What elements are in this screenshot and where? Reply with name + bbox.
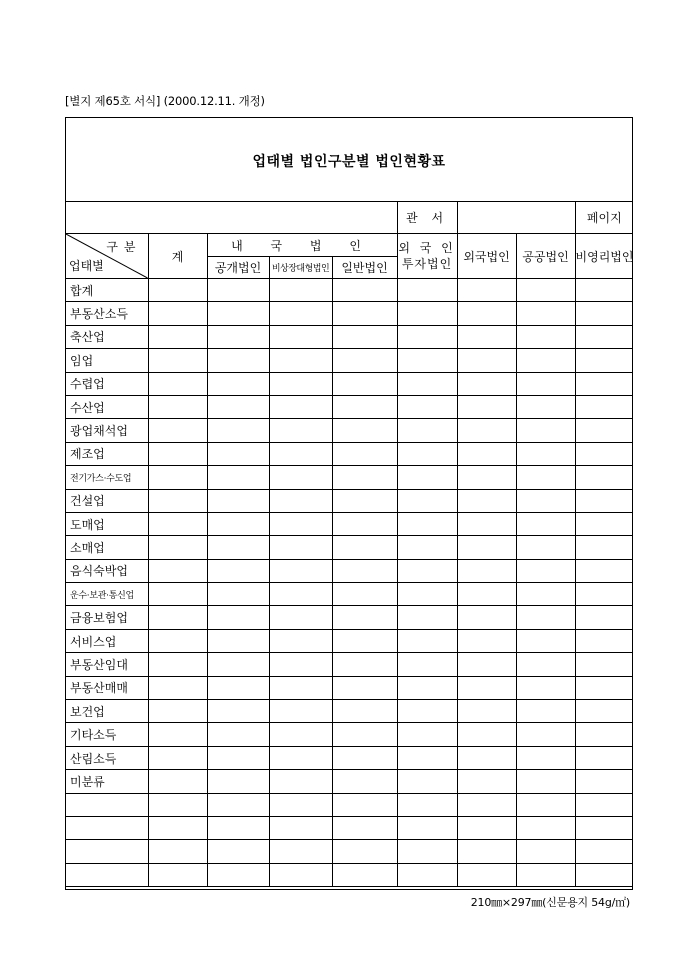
value-cell[interactable] xyxy=(397,816,457,839)
value-cell[interactable] xyxy=(332,419,397,442)
value-cell[interactable] xyxy=(207,325,269,348)
industry-label xyxy=(66,863,148,886)
industry-label: 보건업 xyxy=(66,700,148,723)
value-cell[interactable] xyxy=(207,746,269,769)
value-cell[interactable] xyxy=(516,840,575,863)
value-cell[interactable] xyxy=(269,489,332,512)
value-cell[interactable] xyxy=(207,372,269,395)
data-body xyxy=(66,279,633,887)
value-cell[interactable] xyxy=(332,770,397,793)
value-cell[interactable] xyxy=(332,559,397,582)
value-cell[interactable] xyxy=(207,606,269,629)
value-cell[interactable] xyxy=(575,816,633,839)
value-cell[interactable] xyxy=(397,395,457,418)
value-cell[interactable] xyxy=(457,442,516,465)
value-cell[interactable] xyxy=(516,372,575,395)
value-cell[interactable] xyxy=(575,746,633,769)
value-cell[interactable] xyxy=(148,700,207,723)
value-cell[interactable] xyxy=(575,863,633,886)
value-cell[interactable] xyxy=(148,746,207,769)
value-cell[interactable] xyxy=(148,653,207,676)
nonprofit-header: 비영리법인 xyxy=(575,234,633,279)
value-cell[interactable] xyxy=(332,653,397,676)
value-cell[interactable] xyxy=(269,419,332,442)
value-cell[interactable] xyxy=(207,466,269,489)
value-cell[interactable] xyxy=(148,302,207,325)
value-cell[interactable] xyxy=(148,419,207,442)
value-cell[interactable] xyxy=(457,395,516,418)
value-cell[interactable] xyxy=(332,863,397,886)
value-cell[interactable] xyxy=(269,700,332,723)
value-cell[interactable] xyxy=(332,372,397,395)
industry-label: 소매업 xyxy=(66,536,148,559)
industry-label: 축산업 xyxy=(66,325,148,348)
value-cell[interactable] xyxy=(457,372,516,395)
table-row xyxy=(66,700,633,723)
value-cell[interactable] xyxy=(332,442,397,465)
diagonal-header-cell xyxy=(66,234,148,279)
industry-label: 전기가스·수도업 xyxy=(66,466,148,489)
statistics-table xyxy=(66,201,633,887)
value-cell[interactable] xyxy=(207,793,269,816)
value-cell[interactable] xyxy=(575,489,633,512)
value-cell[interactable] xyxy=(516,746,575,769)
value-cell[interactable] xyxy=(332,325,397,348)
value-cell[interactable] xyxy=(397,372,457,395)
industry-label: 부동산소득 xyxy=(66,302,148,325)
table-row xyxy=(66,770,633,793)
value-cell[interactable] xyxy=(148,349,207,372)
value-cell[interactable] xyxy=(269,746,332,769)
industry-label: 임업 xyxy=(66,349,148,372)
value-cell[interactable] xyxy=(332,489,397,512)
value-cell[interactable] xyxy=(269,863,332,886)
value-cell[interactable] xyxy=(332,395,397,418)
value-cell[interactable] xyxy=(269,279,332,302)
value-cell[interactable] xyxy=(269,302,332,325)
industry-label: 합계 xyxy=(66,279,148,302)
value-cell[interactable] xyxy=(207,676,269,699)
industry-label: 금융보험업 xyxy=(66,606,148,629)
industry-label: 건설업 xyxy=(66,489,148,512)
value-cell[interactable] xyxy=(207,840,269,863)
industry-label: 부동산매매 xyxy=(66,676,148,699)
table-row xyxy=(66,840,633,863)
value-cell[interactable] xyxy=(332,279,397,302)
industry-label: 제조업 xyxy=(66,442,148,465)
value-cell[interactable] xyxy=(397,863,457,886)
value-cell[interactable] xyxy=(397,723,457,746)
domestic-header: 내 국 법 인 xyxy=(207,234,397,257)
value-cell[interactable] xyxy=(332,816,397,839)
value-cell[interactable] xyxy=(397,840,457,863)
table-row xyxy=(66,302,633,325)
value-cell[interactable] xyxy=(269,676,332,699)
non-listed-header: 비상장대형법인 xyxy=(269,257,332,279)
foreign-corp-header: 외국법인 xyxy=(457,234,516,279)
general-corp-header: 일반법인 xyxy=(332,257,397,279)
value-cell[interactable] xyxy=(332,840,397,863)
value-cell[interactable] xyxy=(397,536,457,559)
value-cell[interactable] xyxy=(516,489,575,512)
public-corp-header: 공개법인 xyxy=(207,257,269,279)
value-cell[interactable] xyxy=(457,606,516,629)
value-cell[interactable] xyxy=(457,559,516,582)
value-cell[interactable] xyxy=(269,536,332,559)
value-cell[interactable] xyxy=(148,442,207,465)
industry-label: 광업채석업 xyxy=(66,419,148,442)
value-cell[interactable] xyxy=(207,700,269,723)
value-cell[interactable] xyxy=(516,512,575,535)
value-cell[interactable] xyxy=(457,816,516,839)
value-cell[interactable] xyxy=(397,302,457,325)
value-cell[interactable] xyxy=(207,653,269,676)
value-cell[interactable] xyxy=(332,512,397,535)
form-title: 업태별 법인구분별 법인현황표 xyxy=(252,153,446,170)
value-cell[interactable] xyxy=(332,466,397,489)
value-cell[interactable] xyxy=(516,583,575,606)
value-cell[interactable] xyxy=(397,279,457,302)
value-cell[interactable] xyxy=(332,700,397,723)
value-cell[interactable] xyxy=(269,770,332,793)
value-cell[interactable] xyxy=(575,419,633,442)
value-cell[interactable] xyxy=(332,629,397,652)
page-label: 페이지 xyxy=(575,202,633,234)
value-cell[interactable] xyxy=(207,559,269,582)
value-cell[interactable] xyxy=(457,325,516,348)
table-row xyxy=(66,279,633,302)
form-sheet xyxy=(65,117,633,890)
value-cell[interactable] xyxy=(397,325,457,348)
value-cell[interactable] xyxy=(516,816,575,839)
industry-label: 운수·보관·통신업 xyxy=(66,583,148,606)
value-cell[interactable] xyxy=(148,629,207,652)
table-row xyxy=(66,325,633,348)
value-cell[interactable] xyxy=(269,840,332,863)
value-cell[interactable] xyxy=(457,349,516,372)
value-cell[interactable] xyxy=(575,559,633,582)
value-cell[interactable] xyxy=(457,583,516,606)
value-cell[interactable] xyxy=(148,840,207,863)
value-cell[interactable] xyxy=(575,653,633,676)
table-row xyxy=(66,653,633,676)
title-area xyxy=(66,118,632,202)
value-cell[interactable] xyxy=(332,746,397,769)
office-value-field[interactable] xyxy=(457,202,575,234)
value-cell[interactable] xyxy=(207,629,269,652)
value-cell[interactable] xyxy=(207,442,269,465)
value-cell[interactable] xyxy=(575,536,633,559)
industry-label: 음식숙박업 xyxy=(66,559,148,582)
value-cell[interactable] xyxy=(207,816,269,839)
table-row xyxy=(66,536,633,559)
value-cell[interactable] xyxy=(397,349,457,372)
value-cell[interactable] xyxy=(516,466,575,489)
industry-label: 수렵업 xyxy=(66,372,148,395)
value-cell[interactable] xyxy=(397,583,457,606)
value-cell[interactable] xyxy=(332,606,397,629)
value-cell[interactable] xyxy=(397,770,457,793)
value-cell[interactable] xyxy=(457,279,516,302)
paper-spec-note: 210㎜×297㎜(신문용지 54g/㎡) xyxy=(470,896,630,909)
value-cell[interactable] xyxy=(575,770,633,793)
value-cell[interactable] xyxy=(148,863,207,886)
value-cell[interactable] xyxy=(457,629,516,652)
value-cell[interactable] xyxy=(207,489,269,512)
value-cell[interactable] xyxy=(207,279,269,302)
value-cell[interactable] xyxy=(148,279,207,302)
value-cell[interactable] xyxy=(457,770,516,793)
value-cell[interactable] xyxy=(269,793,332,816)
value-cell[interactable] xyxy=(269,442,332,465)
value-cell[interactable] xyxy=(269,325,332,348)
value-cell[interactable] xyxy=(516,793,575,816)
value-cell[interactable] xyxy=(457,676,516,699)
value-cell[interactable] xyxy=(148,676,207,699)
diagonal-bottom-label: 업태별 xyxy=(69,259,104,273)
value-cell[interactable] xyxy=(516,723,575,746)
value-cell[interactable] xyxy=(575,395,633,418)
value-cell[interactable] xyxy=(269,583,332,606)
value-cell[interactable] xyxy=(207,419,269,442)
value-cell[interactable] xyxy=(269,606,332,629)
value-cell[interactable] xyxy=(457,840,516,863)
industry-label: 도매업 xyxy=(66,512,148,535)
table-row xyxy=(66,349,633,372)
foreign-invest-header xyxy=(397,234,457,279)
table-row xyxy=(66,746,633,769)
value-cell[interactable] xyxy=(148,325,207,348)
value-cell[interactable] xyxy=(397,419,457,442)
value-cell[interactable] xyxy=(148,395,207,418)
table-row xyxy=(66,629,633,652)
value-cell[interactable] xyxy=(516,419,575,442)
value-cell[interactable] xyxy=(332,583,397,606)
value-cell[interactable] xyxy=(457,419,516,442)
value-cell[interactable] xyxy=(457,302,516,325)
value-cell[interactable] xyxy=(457,746,516,769)
value-cell[interactable] xyxy=(457,723,516,746)
value-cell[interactable] xyxy=(575,349,633,372)
value-cell[interactable] xyxy=(332,676,397,699)
value-cell[interactable] xyxy=(575,372,633,395)
industry-label xyxy=(66,816,148,839)
value-cell[interactable] xyxy=(207,723,269,746)
value-cell[interactable] xyxy=(269,466,332,489)
value-cell[interactable] xyxy=(516,629,575,652)
blank-header-cell xyxy=(66,202,397,234)
value-cell[interactable] xyxy=(575,302,633,325)
header-row-1 xyxy=(66,234,633,257)
foreign-invest-line-2: 투자법인 xyxy=(401,257,453,271)
value-cell[interactable] xyxy=(575,325,633,348)
value-cell[interactable] xyxy=(332,536,397,559)
value-cell[interactable] xyxy=(516,606,575,629)
industry-label: 미분류 xyxy=(66,770,148,793)
table-row xyxy=(66,606,633,629)
value-cell[interactable] xyxy=(516,325,575,348)
value-cell[interactable] xyxy=(397,676,457,699)
industry-label: 서비스업 xyxy=(66,629,148,652)
value-cell[interactable] xyxy=(207,302,269,325)
value-cell[interactable] xyxy=(332,302,397,325)
value-cell[interactable] xyxy=(269,653,332,676)
value-cell[interactable] xyxy=(457,653,516,676)
value-cell[interactable] xyxy=(148,512,207,535)
value-cell[interactable] xyxy=(397,653,457,676)
value-cell[interactable] xyxy=(397,700,457,723)
table-row xyxy=(66,512,633,535)
value-cell[interactable] xyxy=(269,559,332,582)
value-cell[interactable] xyxy=(397,559,457,582)
table-row xyxy=(66,559,633,582)
value-cell[interactable] xyxy=(148,816,207,839)
value-cell[interactable] xyxy=(575,279,633,302)
foreign-invest-line-1: 외 국 인 xyxy=(398,241,456,255)
industry-label xyxy=(66,793,148,816)
value-cell[interactable] xyxy=(269,723,332,746)
value-cell[interactable] xyxy=(516,770,575,793)
form-caption: [별지 제65호 서식] (2000.12.11. 개정) xyxy=(65,94,265,108)
industry-label: 부동산임대 xyxy=(66,653,148,676)
table-row xyxy=(66,489,633,512)
value-cell[interactable] xyxy=(207,512,269,535)
value-cell[interactable] xyxy=(148,372,207,395)
total-header: 계 xyxy=(148,234,207,279)
value-cell[interactable] xyxy=(148,583,207,606)
value-cell[interactable] xyxy=(207,770,269,793)
value-cell[interactable] xyxy=(575,629,633,652)
table-row xyxy=(66,583,633,606)
industry-label: 기타소득 xyxy=(66,723,148,746)
table-row xyxy=(66,442,633,465)
value-cell[interactable] xyxy=(397,512,457,535)
value-cell[interactable] xyxy=(457,466,516,489)
value-cell[interactable] xyxy=(207,536,269,559)
value-cell[interactable] xyxy=(516,349,575,372)
value-cell[interactable] xyxy=(575,466,633,489)
table-row xyxy=(66,419,633,442)
value-cell[interactable] xyxy=(207,863,269,886)
value-cell[interactable] xyxy=(397,606,457,629)
industry-label: 수산업 xyxy=(66,395,148,418)
value-cell[interactable] xyxy=(457,793,516,816)
value-cell[interactable] xyxy=(575,700,633,723)
value-cell[interactable] xyxy=(575,676,633,699)
value-cell[interactable] xyxy=(516,863,575,886)
value-cell[interactable] xyxy=(575,512,633,535)
value-cell[interactable] xyxy=(207,349,269,372)
table-row xyxy=(66,466,633,489)
table-row xyxy=(66,676,633,699)
value-cell[interactable] xyxy=(516,395,575,418)
value-cell[interactable] xyxy=(575,442,633,465)
value-cell[interactable] xyxy=(516,559,575,582)
value-cell[interactable] xyxy=(397,466,457,489)
value-cell[interactable] xyxy=(457,700,516,723)
table-row xyxy=(66,723,633,746)
value-cell[interactable] xyxy=(516,442,575,465)
value-cell[interactable] xyxy=(148,723,207,746)
value-cell[interactable] xyxy=(397,442,457,465)
value-cell[interactable] xyxy=(575,840,633,863)
value-cell[interactable] xyxy=(575,723,633,746)
value-cell[interactable] xyxy=(269,395,332,418)
value-cell[interactable] xyxy=(207,395,269,418)
value-cell[interactable] xyxy=(269,372,332,395)
industry-label: 산림소득 xyxy=(66,746,148,769)
value-cell[interactable] xyxy=(148,536,207,559)
value-cell[interactable] xyxy=(457,863,516,886)
value-cell[interactable] xyxy=(516,653,575,676)
office-row xyxy=(66,202,633,234)
value-cell[interactable] xyxy=(397,746,457,769)
industry-label xyxy=(66,840,148,863)
value-cell[interactable] xyxy=(516,676,575,699)
value-cell[interactable] xyxy=(575,583,633,606)
value-cell[interactable] xyxy=(575,606,633,629)
value-cell[interactable] xyxy=(457,489,516,512)
value-cell[interactable] xyxy=(397,489,457,512)
table-row xyxy=(66,372,633,395)
value-cell[interactable] xyxy=(269,349,332,372)
table-row xyxy=(66,863,633,886)
value-cell[interactable] xyxy=(148,559,207,582)
value-cell[interactable] xyxy=(516,536,575,559)
value-cell[interactable] xyxy=(207,583,269,606)
table-row xyxy=(66,395,633,418)
value-cell[interactable] xyxy=(148,489,207,512)
diagonal-top-label: 구분 xyxy=(106,240,142,254)
value-cell[interactable] xyxy=(148,793,207,816)
value-cell[interactable] xyxy=(516,302,575,325)
value-cell[interactable] xyxy=(457,512,516,535)
value-cell[interactable] xyxy=(332,349,397,372)
value-cell[interactable] xyxy=(516,279,575,302)
value-cell[interactable] xyxy=(269,512,332,535)
table-row xyxy=(66,816,633,839)
value-cell[interactable] xyxy=(269,629,332,652)
table-row xyxy=(66,793,633,816)
public-entity-header: 공공법인 xyxy=(516,234,575,279)
value-cell[interactable] xyxy=(575,793,633,816)
value-cell[interactable] xyxy=(148,770,207,793)
value-cell[interactable] xyxy=(516,700,575,723)
office-label: 관 서 xyxy=(397,202,457,234)
value-cell[interactable] xyxy=(332,723,397,746)
value-cell[interactable] xyxy=(397,629,457,652)
value-cell[interactable] xyxy=(397,793,457,816)
value-cell[interactable] xyxy=(457,536,516,559)
value-cell[interactable] xyxy=(269,816,332,839)
value-cell[interactable] xyxy=(148,466,207,489)
value-cell[interactable] xyxy=(148,606,207,629)
value-cell[interactable] xyxy=(332,793,397,816)
